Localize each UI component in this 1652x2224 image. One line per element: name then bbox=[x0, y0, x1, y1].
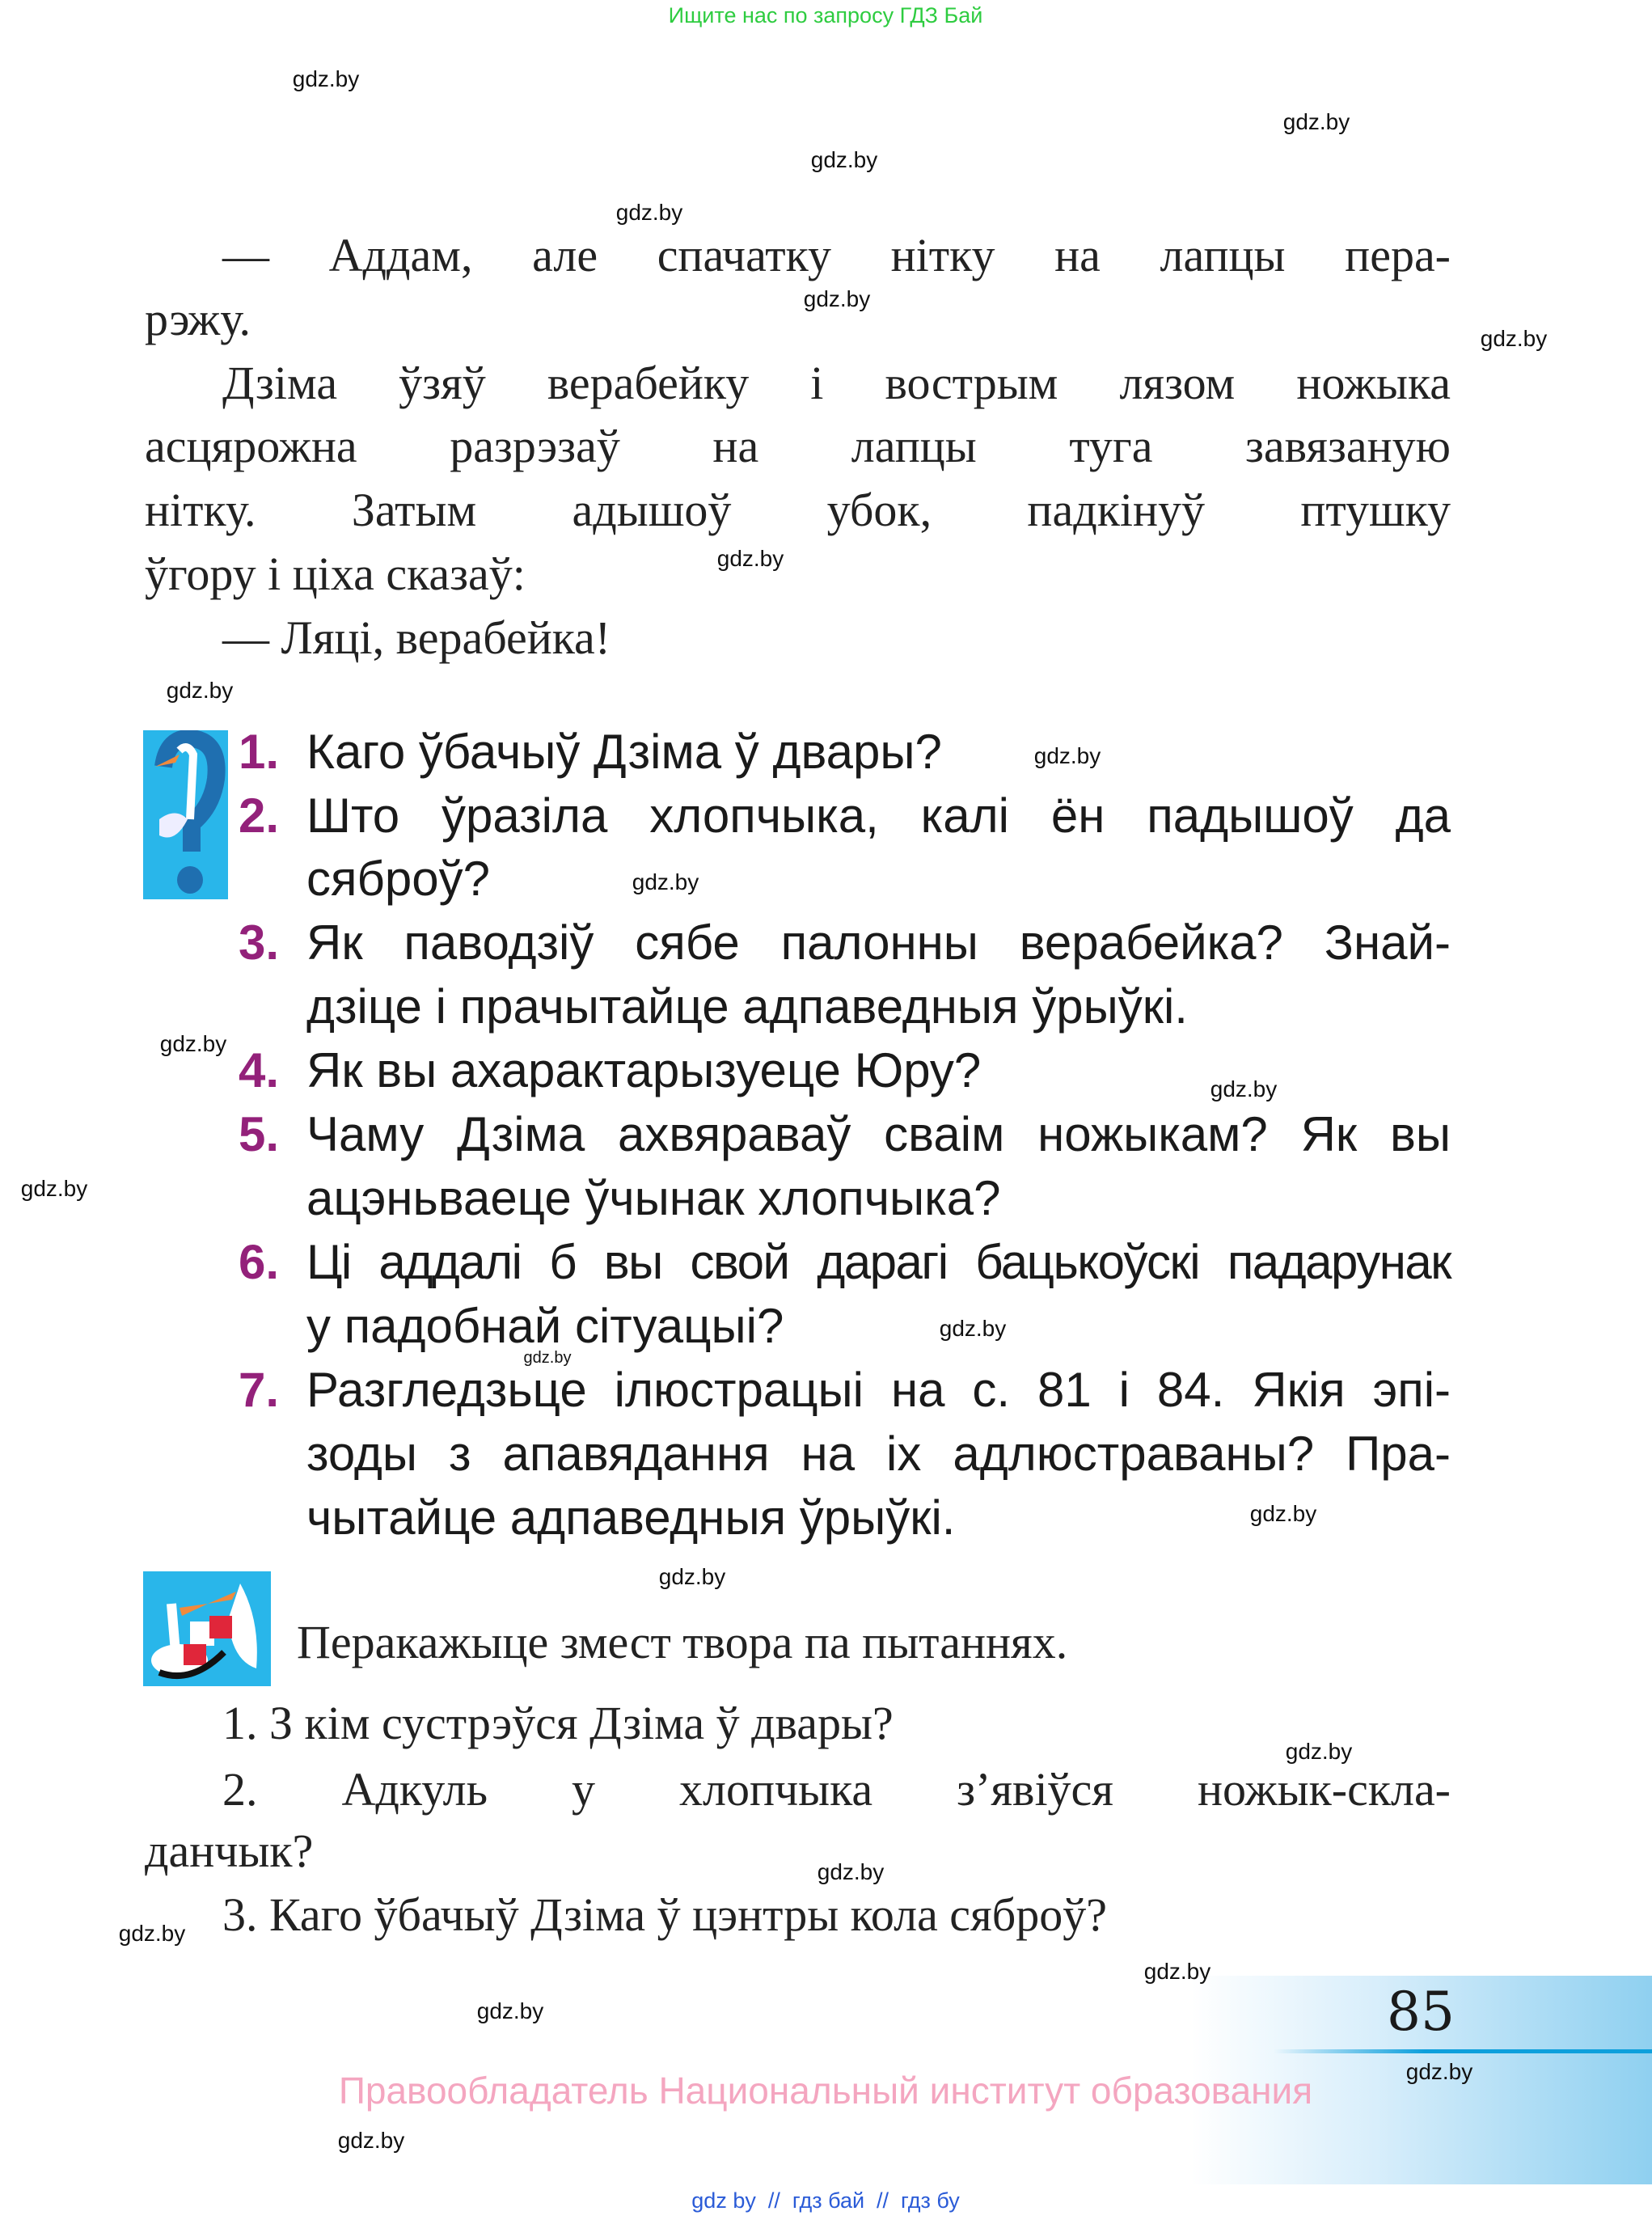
stork-question-mark-icon bbox=[143, 730, 228, 899]
question-number: 3. bbox=[239, 915, 280, 970]
watermark: gdz.by bbox=[817, 1859, 885, 1884]
footer-links[interactable]: gdz by // гдз бай // гдз бу bbox=[691, 2188, 960, 2213]
page-divider bbox=[1274, 2049, 1652, 2053]
retell-question: 2. Адкуль у хлопчыка з’явіўся ножык-скла- bbox=[222, 1763, 1451, 1816]
question-number: 7. bbox=[239, 1363, 280, 1417]
watermark: gdz.by bbox=[716, 546, 784, 571]
watermark: gdz.by bbox=[166, 678, 234, 703]
retell-question: данчык? bbox=[145, 1824, 314, 1877]
watermark: gdz.by bbox=[615, 200, 683, 225]
question-text: сяброў? bbox=[306, 852, 490, 906]
watermark: gdz.by bbox=[292, 66, 360, 91]
watermark: gdz.by bbox=[810, 147, 878, 172]
question-number: 1. bbox=[239, 725, 280, 779]
retell-question: 3. Каго ўбачыў Дзіма ў цэнтры кола сяброў? bbox=[222, 1888, 1107, 1941]
question-text: зоды з апавядання на іх адлюстраваны? Пра- bbox=[306, 1427, 1451, 1481]
question-text: Разгледзьце ілюстрацыі на с. 81 і 84. Якія эпі- bbox=[306, 1363, 1451, 1417]
watermark: gdz.by bbox=[632, 869, 699, 894]
question-text: Што ўразіла хлопчыка, калі ён падышоў да bbox=[306, 789, 1451, 843]
story-line: Дзіма ўзяў верабейку і вострым лязом ножыка bbox=[222, 357, 1451, 409]
watermark: gdz.by bbox=[658, 1564, 726, 1589]
question-text: Як паводзіў сябе палонны верабейка? Знай- bbox=[306, 915, 1451, 970]
question-number: 6. bbox=[239, 1235, 280, 1289]
watermark: gdz.by bbox=[118, 1921, 186, 1946]
question-number: 4. bbox=[239, 1043, 280, 1097]
question-number: 5. bbox=[239, 1107, 280, 1161]
page-number: 85 bbox=[1387, 1981, 1455, 2043]
watermark: gdz.by bbox=[1143, 1959, 1211, 1984]
story-line: нітку. Затым адышоў убок, падкінуў птушку bbox=[145, 484, 1451, 536]
question-text: Ці аддалі б вы свой дарагі бацькоўскі падарунак bbox=[306, 1235, 1451, 1289]
watermark: gdz.by bbox=[1405, 2059, 1473, 2084]
story-line: ўгору і ціха сказаў: bbox=[145, 548, 526, 600]
story-line: — Аддам, але спачатку нітку на лапцы пера- bbox=[222, 229, 1451, 281]
question-text: Каго ўбачыў Дзіма ў двары? bbox=[306, 725, 942, 779]
watermark: gdz.by bbox=[1282, 109, 1350, 134]
question-number: 2. bbox=[239, 789, 280, 843]
retell-title: Перакажыце змест твора па пытаннях. bbox=[297, 1616, 1068, 1668]
story-line: — Ляці, верабейка! bbox=[222, 611, 611, 664]
question-text: Чаму Дзіма ахвяраваў сваім ножыкам? Як вы bbox=[306, 1107, 1451, 1161]
watermark: gdz.by bbox=[803, 286, 871, 311]
watermark: gdz.by bbox=[1480, 326, 1548, 351]
question-text: чытайце адпаведныя ўрыўкі. bbox=[306, 1490, 956, 1545]
watermark: gdz.by bbox=[1033, 743, 1101, 768]
storks-puzzle-icon bbox=[143, 1571, 271, 1686]
watermark: gdz.by bbox=[1210, 1076, 1278, 1101]
question-text: Як вы ахарактарызуеце Юру? bbox=[306, 1043, 982, 1097]
question-text: дзіце і прачытайце адпаведныя ўрыўкі. bbox=[306, 979, 1188, 1034]
watermark: gdz.by bbox=[337, 2128, 405, 2153]
search-hint: Ищите нас по запросу ГДЗ Бай bbox=[668, 3, 983, 27]
question-text: ацэньваеце ўчынак хлопчыка? bbox=[306, 1171, 1001, 1225]
watermark: gdz.by bbox=[523, 1349, 572, 1367]
watermark: gdz.by bbox=[20, 1176, 88, 1201]
story-line: асцярожна разрэзаў на лапцы туга завязаную bbox=[145, 420, 1451, 472]
watermark: gdz.by bbox=[1285, 1739, 1353, 1764]
question-text: у падобнай сітуацыі? bbox=[306, 1299, 784, 1353]
retell-question: 1. З кім сустрэўся Дзіма ў двары? bbox=[222, 1697, 894, 1749]
story-line: рэжу. bbox=[145, 293, 251, 345]
copyright-text: Правообладатель Национальный институт образования bbox=[338, 2070, 1313, 2112]
watermark: gdz.by bbox=[159, 1031, 227, 1056]
watermark: gdz.by bbox=[476, 1998, 544, 2023]
watermark: gdz.by bbox=[939, 1316, 1007, 1341]
watermark: gdz.by bbox=[1249, 1501, 1317, 1526]
